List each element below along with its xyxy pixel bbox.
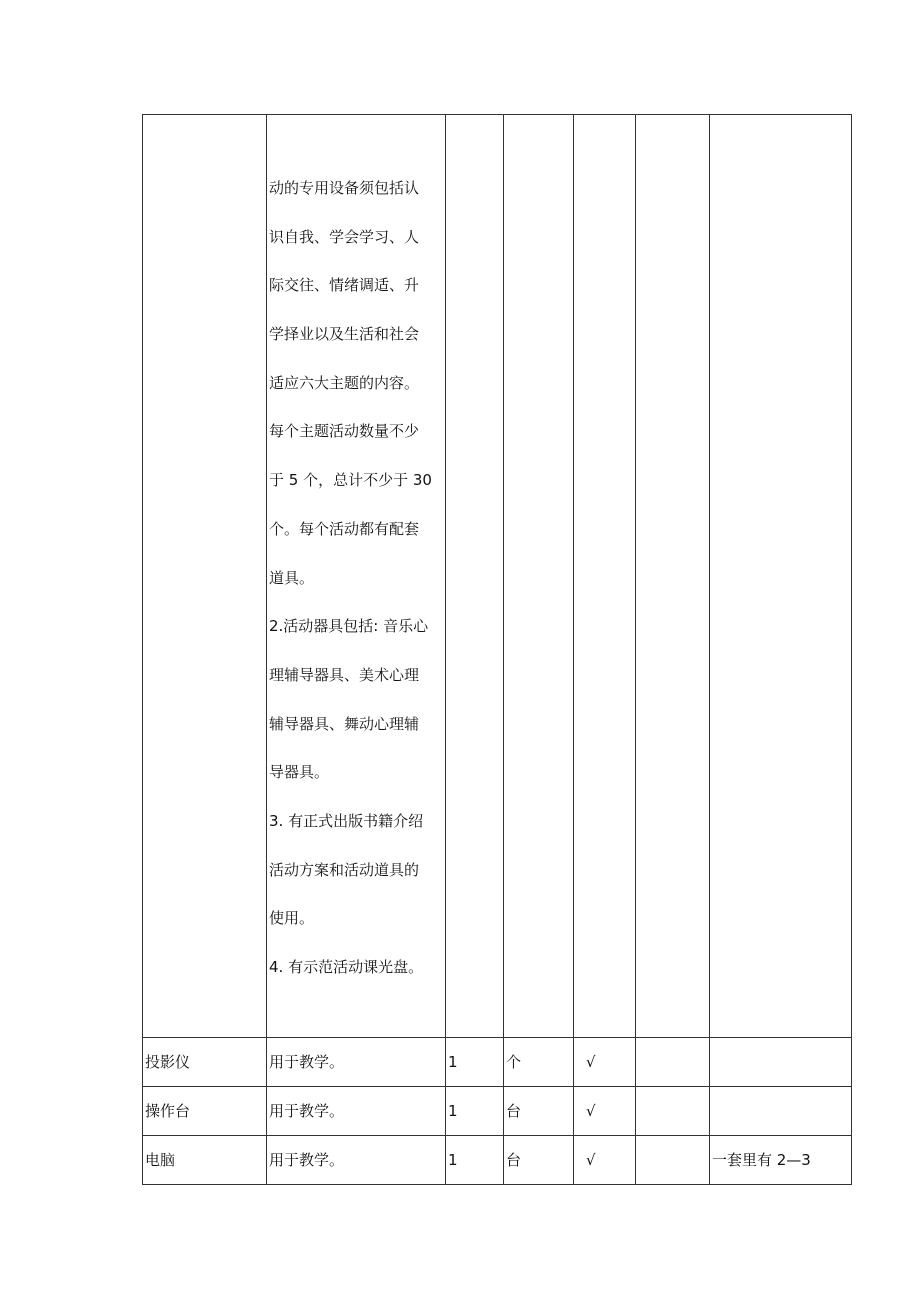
description-line: 导器具。 [269,763,330,782]
cell-note-empty [710,115,852,1038]
description-line: 个。每个活动都有配套 [269,519,420,538]
equipment-unit: 台 [506,1150,522,1169]
equipment-purpose: 用于教学。 [269,1101,345,1120]
cell-col6-empty [636,115,710,1038]
cell-col6 [636,1135,710,1184]
check-mark: √ [586,1052,596,1071]
equipment-unit: 个 [506,1052,522,1071]
description-cell [267,115,446,1038]
cell-qty [446,1135,504,1184]
equipment-qty: 1 [448,1101,458,1120]
equipment-purpose: 用于教学。 [269,1150,345,1169]
cell-purpose [267,1037,446,1086]
equipment-table [142,114,852,1185]
description-line: 使用。 [269,909,315,928]
cell-check [574,1135,636,1184]
description-line: 2.活动器具包括: 音乐心 [269,617,429,636]
cell-col6 [636,1086,710,1135]
cell-col6 [636,1037,710,1086]
cell-unit [504,1135,574,1184]
cell-name [143,1086,267,1135]
description-line: 际交往、情绪调适、升 [269,276,420,295]
table-row [143,1135,852,1184]
cell-check-empty [574,115,636,1038]
cell-qty [446,1086,504,1135]
description-line: 理辅导器具、美术心理 [269,665,420,684]
cell-name [143,1135,267,1184]
equipment-note: 一套里有 2—3 [712,1150,811,1169]
cell-unit [504,1037,574,1086]
description-line: 活动方案和活动道具的 [269,860,420,879]
table-row-description [143,115,852,1038]
equipment-name: 电脑 [145,1150,176,1169]
equipment-qty: 1 [448,1052,458,1071]
description-line: 学择业以及生活和社会 [269,325,420,344]
equipment-purpose: 用于教学。 [269,1052,345,1071]
equipment-name: 操作台 [145,1101,191,1120]
cell-note [710,1086,852,1135]
cell-note [710,1135,852,1184]
equipment-unit: 台 [506,1101,522,1120]
cell-qty-empty [446,115,504,1038]
equipment-name: 投影仪 [145,1052,191,1071]
cell-check [574,1037,636,1086]
description-line: 适应六大主题的内容。 [269,373,420,392]
cell-name-empty [143,115,267,1038]
table-row [143,1086,852,1135]
description-line: 动的专用设备须包括认 [269,179,420,197]
cell-purpose [267,1135,446,1184]
description-line: 于 5 个，总计不少于 30 [269,471,432,490]
table-row [143,1037,852,1086]
cell-check [574,1086,636,1135]
cell-qty [446,1037,504,1086]
cell-note [710,1037,852,1086]
cell-purpose [267,1086,446,1135]
check-mark: √ [586,1101,596,1120]
check-mark: √ [586,1150,596,1169]
description-line: 每个主题活动数量不少 [269,422,420,441]
equipment-qty: 1 [448,1150,458,1169]
description-line: 4. 有示范活动课光盘。 [269,958,424,976]
description-line: 识自我、学会学习、人 [269,227,420,246]
description-line: 道具。 [269,568,315,587]
description-line: 辅导器具、舞动心理辅 [269,714,420,733]
description-block [267,115,445,1037]
cell-name [143,1037,267,1086]
cell-unit-empty [504,115,574,1038]
description-line: 3. 有正式出版书籍介绍 [269,811,424,830]
cell-unit [504,1086,574,1135]
